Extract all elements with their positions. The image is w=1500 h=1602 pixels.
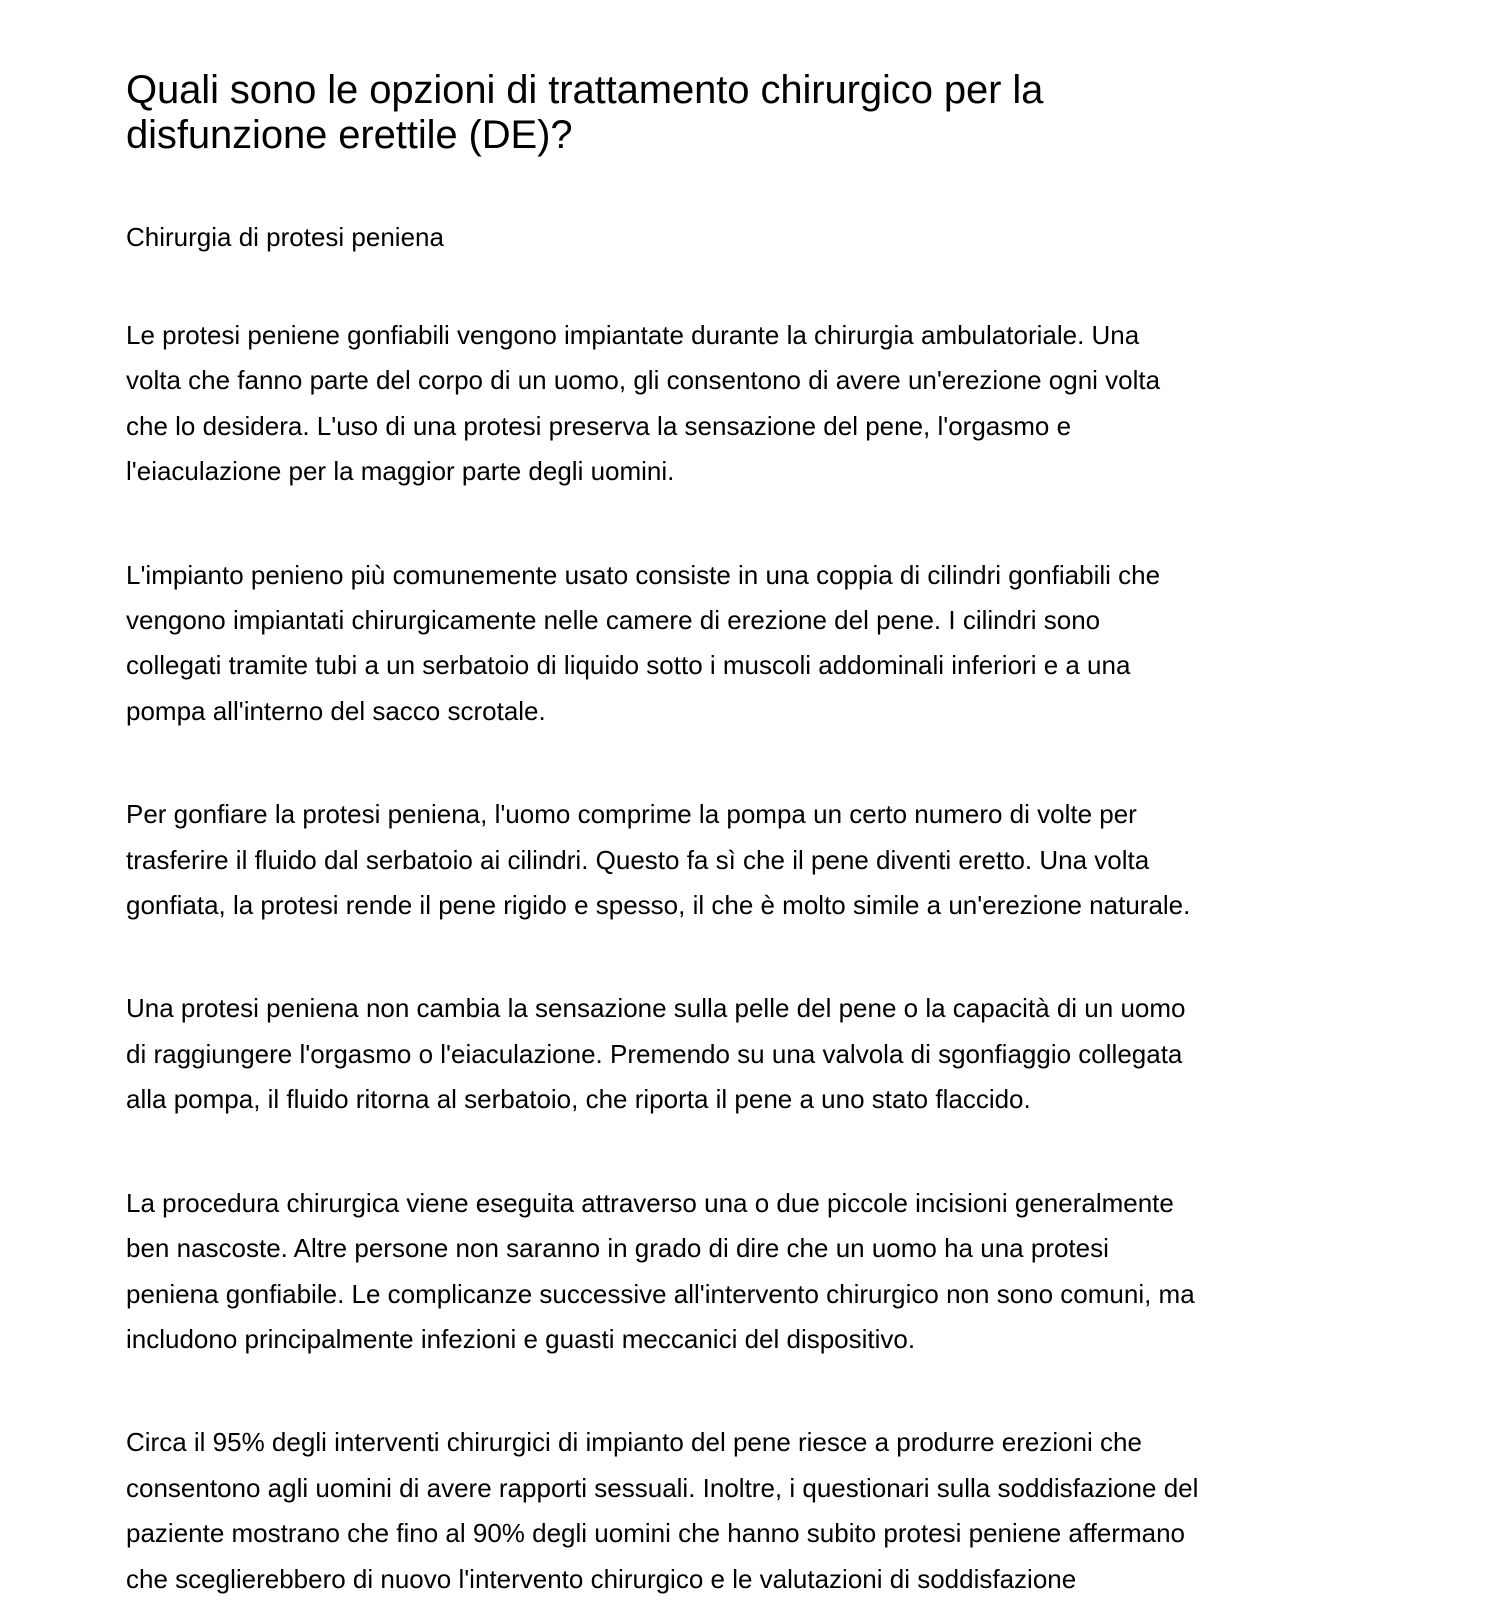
paragraph-line: Una protesi peniena non cambia la sensazione sulla pelle del pene o la capacità di un uomo	[126, 993, 1186, 1024]
paragraph-1	[126, 313, 1386, 495]
paragraph-line: ben nascoste. Altre persone non saranno in grado di dire che un uomo ha una protesi	[126, 1233, 1109, 1264]
paragraph-6	[126, 1420, 1386, 1602]
paragraph-line: alla pompa, il fluido ritorna al serbatoio, che riporta il pene a uno stato flaccido.	[126, 1084, 1031, 1115]
paragraph-line: pompa all'interno del sacco scrotale.	[126, 695, 546, 726]
paragraph-line: includono principalmente infezioni e guasti meccanici del dispositivo.	[126, 1323, 916, 1354]
paragraph-line: che lo desidera. L'uso di una protesi preserva la sensazione del pene, l'orgasmo e	[126, 410, 1072, 441]
paragraph-line: volta che fanno parte del corpo di un uomo, gli consentono di avere un'erezione ogni volta	[126, 365, 1161, 396]
paragraph-3	[126, 792, 1386, 928]
paragraph-line: l'eiaculazione per la maggior parte degli uomini.	[126, 456, 675, 487]
paragraph-line: Per gonfiare la protesi peniena, l'uomo comprime la pompa un certo numero di volte per	[126, 799, 1137, 830]
paragraph-line: L'impianto penieno più comunemente usato consiste in una coppia di cilindri gonfiabili che	[126, 559, 1161, 590]
paragraph-line: di raggiungere l'orgasmo o l'eiaculazione. Premendo su una valvola di sgonfiaggio collegata	[126, 1038, 1183, 1069]
title-line: Quali sono le opzioni di trattamento chirurgico per la	[126, 68, 1044, 112]
paragraph-line: Circa il 95% degli interventi chirurgici di impianto del pene riesce a produrre erezioni che	[126, 1427, 1142, 1458]
paragraph-line: peniena gonfiabile. Le complicanze successive all'intervento chirurgico non sono comuni, ma	[126, 1278, 1195, 1309]
paragraph-line: vengono impiantati chirurgicamente nelle camere di erezione del pene. I cilindri sono	[126, 605, 1101, 636]
page-title	[126, 68, 1386, 158]
paragraph-line: gonfiata, la protesi rende il pene rigido e spesso, il che è molto simile a un'erezione naturale.	[126, 890, 1191, 921]
section-subtitle: Chirurgia di protesi peniena	[126, 222, 444, 252]
paragraph-line: che sceglierebbero di nuovo l'intervento chirurgico e le valutazioni di soddisfazione	[126, 1563, 1077, 1594]
paragraph-line: La procedura chirurgica viene eseguita attraverso una o due piccole incisioni generalmente	[126, 1187, 1174, 1218]
paragraph-2	[126, 553, 1386, 735]
paragraph-line: Le protesi peniene gonfiabili vengono impiantate durante la chirurgia ambulatoriale. Una	[126, 320, 1140, 350]
paragraph-4	[126, 986, 1386, 1122]
document-content	[126, 68, 1386, 1602]
paragraph-line: paziente mostrano che fino al 90% degli uomini che hanno subito protesi peniene affermano	[126, 1518, 1185, 1549]
paragraph-line: collegati tramite tubi a un serbatoio di liquido sotto i muscoli addominali inferiori e a una	[126, 650, 1131, 681]
paragraph-line: consentono agli uomini di avere rapporti sessuali. Inoltre, i questionari sulla soddisfazione del	[126, 1472, 1199, 1503]
paragraph-5	[126, 1181, 1386, 1363]
title-line: disfunzione erettile (DE)?	[126, 113, 573, 157]
paragraph-line: trasferire il fluido dal serbatoio ai cilindri. Questo fa sì che il pene diventi eretto. Una volta	[126, 844, 1150, 875]
